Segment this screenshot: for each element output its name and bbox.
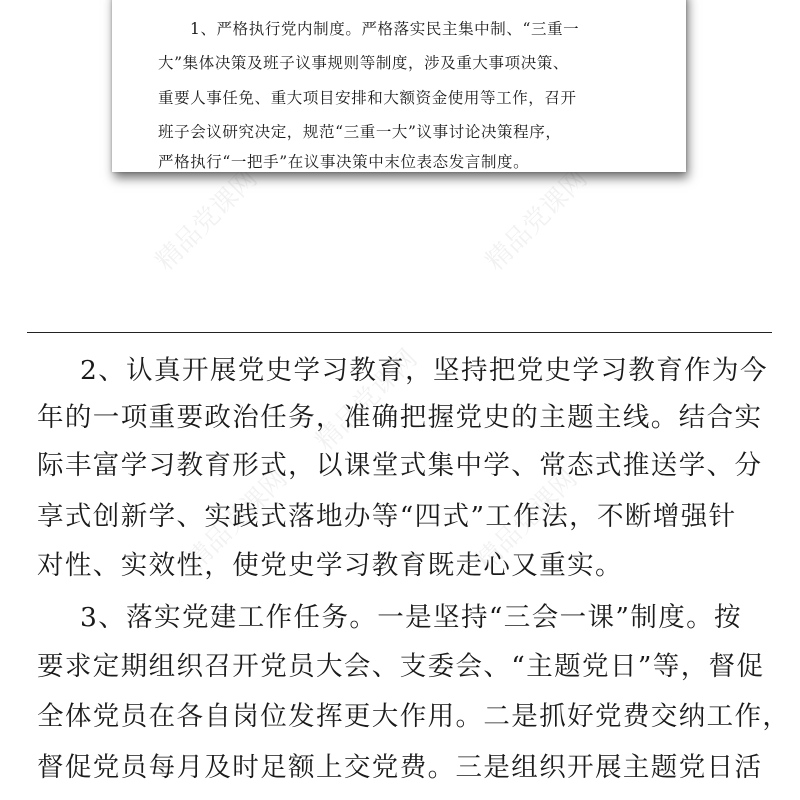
paragraph-line: 3、落实党建工作任务。一是坚持“三会一课”制度。按 <box>80 602 742 633</box>
paragraph-line: 督促党员每月及时足额上交党费。三是组织开展主题党日活 <box>37 752 763 783</box>
paragraph-line: 要求定期组织召开党员大会、支委会、“主题党日”等，督促 <box>37 651 765 682</box>
paragraph-line: 年的一项重要政治任务，准确把握党史的主题主线。结合实 <box>37 402 763 433</box>
excerpt-card <box>112 0 686 172</box>
watermark: 精品党课网 <box>150 163 264 277</box>
card-line: 重要人事任免、重大项目安排和大额资金使用等工作，召开 <box>158 89 577 107</box>
card-line: 班子会议研究决定，规范“三重一大”议事讨论决策程序， <box>158 123 562 141</box>
watermark: 精品党课网 <box>310 343 424 457</box>
card-line: 大”集体决策及班子议事规则等制度，涉及重大事项决策、 <box>158 54 570 72</box>
watermark: 精品党课网 <box>180 463 294 577</box>
paragraph-line: 享式创新学、实践式落地办等“四式”工作法，不断增强针 <box>37 501 737 532</box>
paragraph-line: 际丰富学习教育形式，以课堂式集中学、常态式推送学、分 <box>37 450 763 481</box>
card-line: 1、严格执行党内制度。严格落实民主集中制、“三重一 <box>190 20 580 38</box>
paragraph-line: 对性、实效性，使党史学习教育既走心又重实。 <box>37 550 623 581</box>
watermark: 精品党课网 <box>470 463 584 577</box>
card-heading <box>160 0 314 2</box>
card-line: 严格执行“一把手”在议事决策中末位表态发言制度。 <box>158 153 530 171</box>
paragraph-line: 全体党员在各自岗位发挥更大作用。二是抓好党费交纳工作， <box>37 701 791 732</box>
paragraph-line: 2、认真开展党史学习教育，坚持把党史学习教育作为今 <box>80 355 768 386</box>
watermark: 精品党课网 <box>480 163 594 277</box>
divider <box>27 332 772 333</box>
